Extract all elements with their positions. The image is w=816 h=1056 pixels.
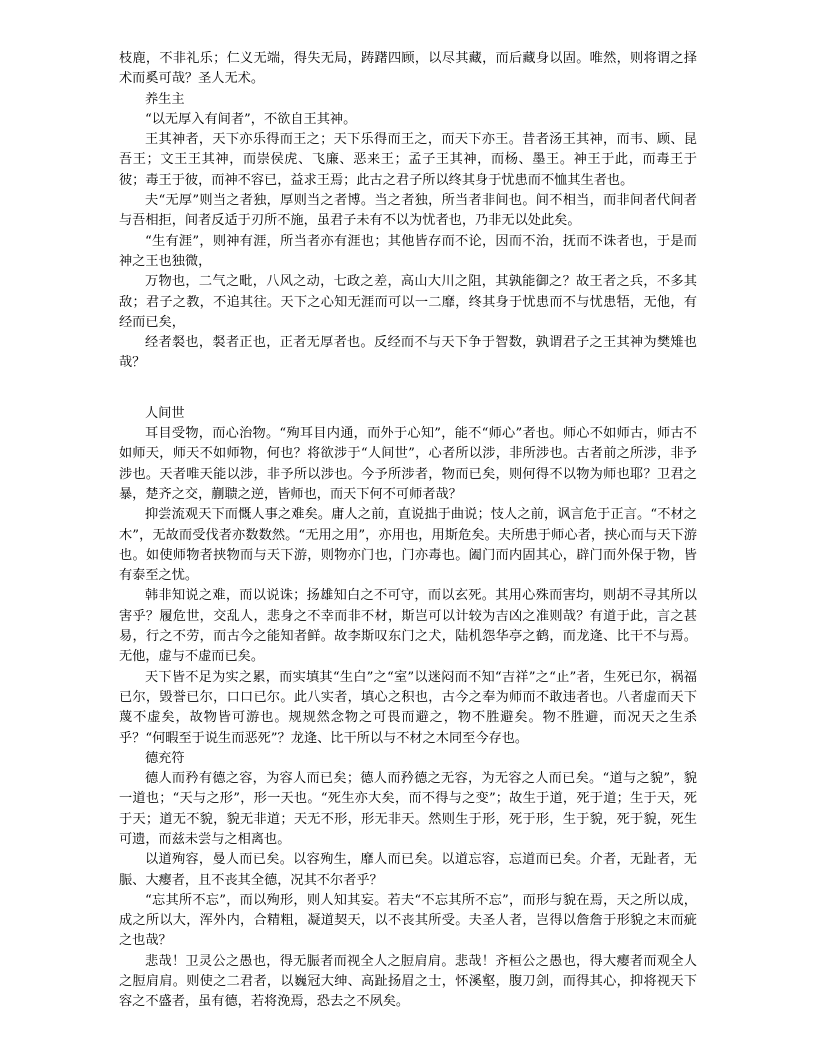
paragraph: 悲哉！卫灵公之愚也，得无脤者而视全人之脰肩肩。悲哉！齐桓公之愚也，得大瘿者而观全人之脰肩肩。则使之二君者，以巍冠大绅、高趾扬眉之士，怀溪壑，腹刀剑，而得其心，抑将视天下容之不盛者，虽有德，若将浼焉，恐去之不夙矣。: [119, 953, 697, 1010]
section-heading: 养生主: [145, 91, 185, 107]
paragraph: 经者裻也，裻者正也，正者无厚者也。反经而不与天下争于智数，孰谓君子之王其神为樊雉也哉？: [119, 335, 697, 371]
paragraph: 德人而矜有德之容，为容人而已矣；德人而矜德之无容，为无容之人而已矣。“道与之貌”，貌一道也；“天与之形”，形一天也。“死生亦大矣，而不得与之变”；故生于道，死于道；生于天，死于天；道无不貌，貌无非道；天无不形，形无非天。然则生于形，死于形，生于貌，死于貌，死生可遗，而兹未尝与之相离也。: [119, 771, 697, 847]
paragraph: “生有涯”，则神有涯，所当者亦有涯也；其他皆存而不论，因而不治，抚而不诛者也，于是而神之王也独微，: [119, 233, 697, 269]
paragraph: “忘其所不忘”，而以殉形，则人知其妄。若夫“不忘其所不忘”，而形与貌在焉，天之所以成，成之所以大，浑外内，合精粗，凝道契天，以不丧其所受。夫圣人者，岂得以詹詹于形貌之末而疵之也哉？: [119, 892, 697, 949]
paragraph: 夫“无厚”则当之者独，厚则当之者博。当之者独，所当者非间也。间不相当，而非间者代间者与吾相拒，间者反适于刃所不施，虽君子未有不以为忧者也，乃非无以处此矣。: [119, 193, 697, 229]
paragraph: 天下皆不足为实之累，而实填其“生白”之“室”以迷闷而不知“吉祥”之“止”者，生死已尔，祸福已尔，毁誉已尔，口口已尔。此八实者，填心之积也，古今之奉为师而不敢违者也。八者虚而天下蔑不虚矣，故物皆可游也。规规然念物之可畏而避之，物不胜避矣。物不胜避，而况天之生杀乎？“何暇至于说生而恶死”？龙逄、比干所以与不材之木同至今存也。: [119, 669, 697, 746]
paragraph: 枝鹿，不非礼乐；仁义无端，得失无局，踌躇四顾，以尽其藏，而后藏身以固。唯然，则将谓之择术而奚可哉？圣人无术。: [119, 51, 697, 87]
paragraph: 王其神者，天下亦乐得而王之；天下乐得而王之，而天下亦王。昔者汤王其神，而韦、顾、昆吾王；文王王其神，而崇侯虎、飞廉、恶来王；孟子王其神，而杨、墨王。神王于此，而毒王于彼；毒王于彼，而神不容已，益求王焉；此古之君子所以终其身于忧患而不恤其生者也。: [119, 132, 697, 188]
paragraph: 韩非知说之难，而以说诛；扬雄知白之不可守，而以玄死。其用心殊而害均，则胡不寻其所以害乎？履危世，交乱人，悲身之不幸而非不材，斯岂可以计较为吉凶之准则哉？有道于此，言之甚易，行之不劳，而古今之能知者鲜。故李斯叹东门之犬，陆机怨华亭之鹤，而龙逄、比干不与焉。无他，虚与不虚而已矣。: [119, 588, 697, 665]
paragraph: 抑尝流观天下而慨人事之难矣。庸人之前，直说拙于曲说；忮人之前，讽言危于正言。“不材之木”，无故而受伐者亦数数然。“无用之用”，亦用也，用斯危矣。夫所患于师心者，挟心而与天下游也。如使师物者挟物而与天下游，则物亦门也，门亦毒也。阖门而内固其心，辟门而外保于物，皆有泰至之忧。: [119, 507, 697, 584]
paragraph: 万物也，二气之毗，八风之动，七政之差，高山大川之阻，其孰能御之？故王者之兵，不多其敌；君子之教，不追其往。天下之心知无涯而可以一二靡，终其身于忧患而不与忧患牾，无他，有经而已矣，: [119, 274, 697, 330]
section-spacer: [119, 374, 697, 404]
paragraph: 耳目受物，而心治物。“殉耳目内通，而外于心知”，能不“师心”者也。师心不如师古，师古不如师天，师天不如师物，何也？将欲涉于“人间世”，心者所以涉，非所涉也。古者前之所涉，非予涉也。天者唯天能以涉，非予所以涉也。今予所涉者，物而已矣，则何得不以物为师也耶？卫君之暴，楚齐之交，蒯聩之逆，皆师也，而天下何不可师者哉？: [119, 426, 697, 502]
section-heading: 德充符: [145, 750, 185, 766]
section-heading: 人间世: [145, 405, 185, 421]
paragraph: 以道殉容，曼人而已矣。以容殉生，靡人而已矣。以道忘容，忘道而已矣。介者，无趾者，无脤、大瘿者，且不丧其全德，况其不尔者乎？: [119, 852, 697, 888]
paragraph: “以无厚入有间者”，不欲自王其神。: [145, 111, 357, 127]
document-page: [119, 0, 697, 1013]
